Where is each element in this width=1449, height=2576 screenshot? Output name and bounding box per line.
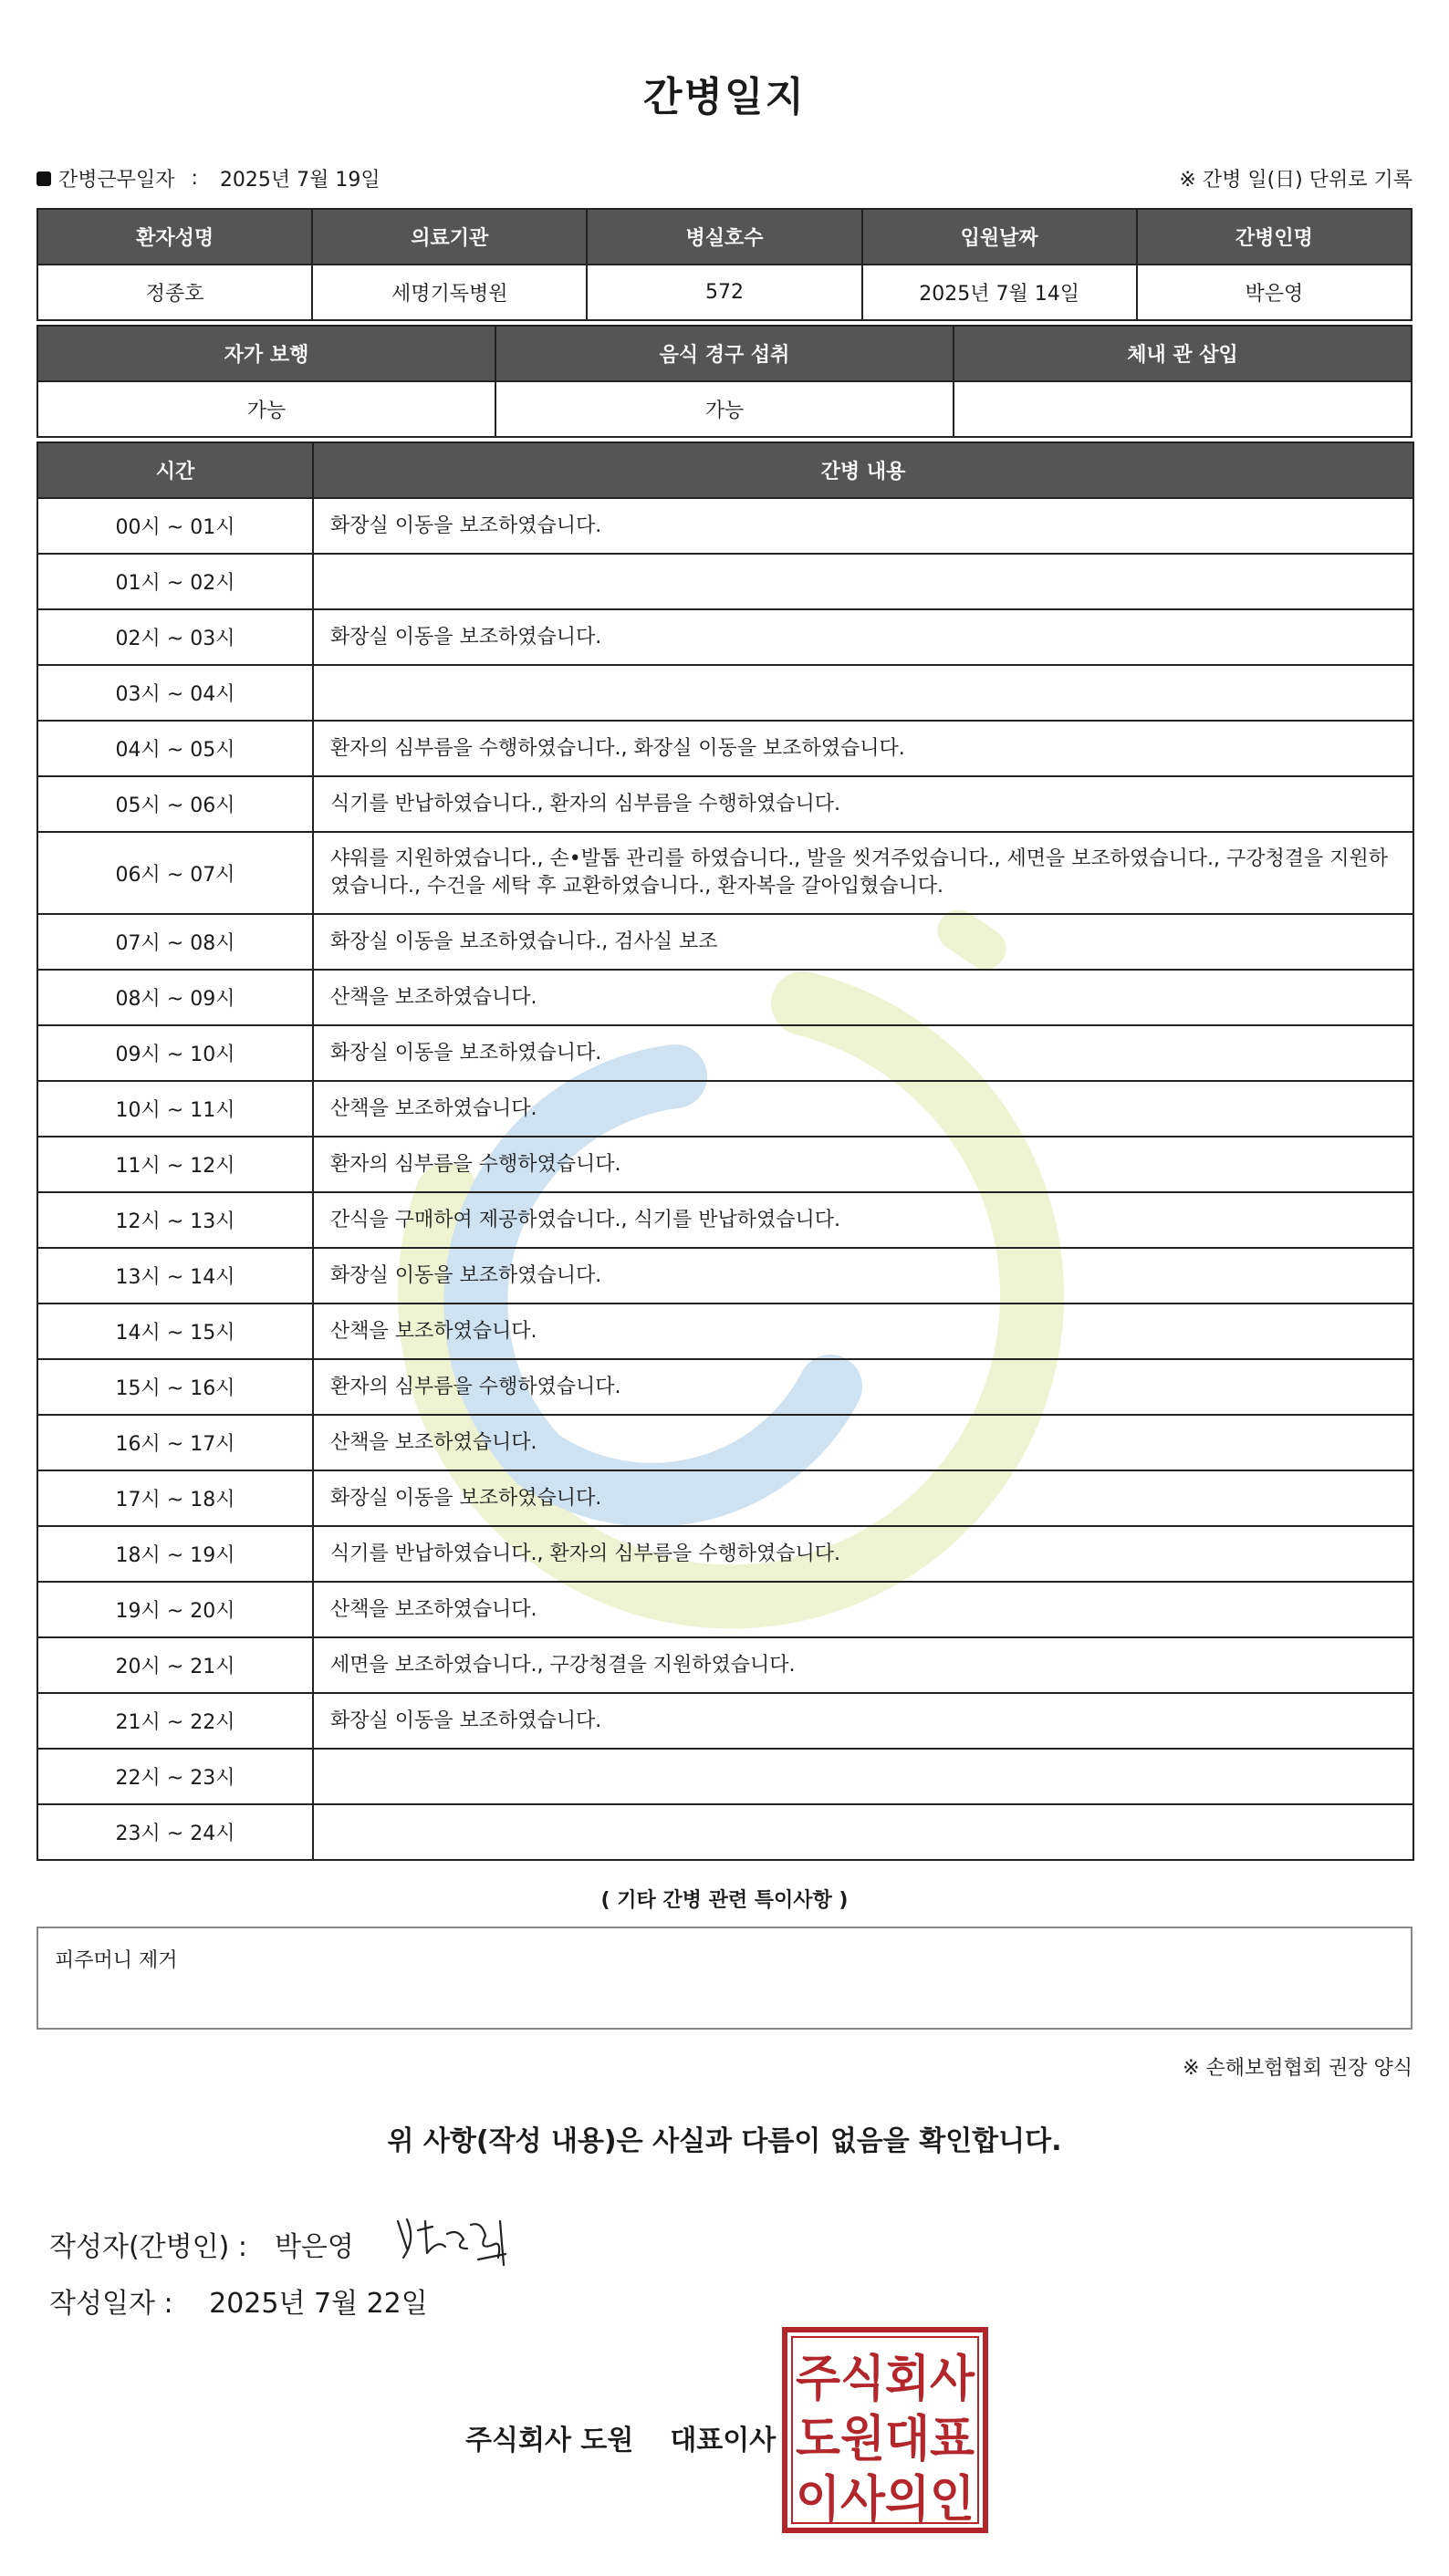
patient-info-table xyxy=(36,208,1413,321)
admission-date: 2025년 7월 14일 xyxy=(862,265,1137,320)
log-header-row xyxy=(37,442,1413,498)
table-row xyxy=(37,970,1413,1025)
table-row xyxy=(37,1137,1413,1192)
table-row xyxy=(37,914,1413,970)
log-content xyxy=(313,554,1413,609)
log-time: 03시 ~ 04시 xyxy=(37,665,313,721)
company-line xyxy=(465,2417,776,2457)
log-content: 환자의 심부름을 수행하였습니다. xyxy=(313,1137,1413,1192)
log-time: 02시 ~ 03시 xyxy=(37,609,313,665)
log-content: 산책을 보조하였습니다. xyxy=(313,1415,1413,1470)
log-time: 09시 ~ 10시 xyxy=(37,1025,313,1081)
seal-line-1: 주식회사 xyxy=(796,2350,975,2407)
notes-heading: ( 기타 간병 관련 특이사항 ) xyxy=(600,1889,849,1912)
table-row xyxy=(37,498,1413,554)
log-content: 식기를 반납하였습니다., 환자의 심부름을 수행하였습니다. xyxy=(313,1526,1413,1582)
log-content: 환자의 심부름을 수행하였습니다. xyxy=(313,1359,1413,1415)
patient-name: 정종호 xyxy=(37,265,312,320)
header-room-number: 병실호수 xyxy=(587,209,861,265)
log-content: 화장실 이동을 보조하였습니다. xyxy=(313,1248,1413,1304)
log-content: 산책을 보조하였습니다. xyxy=(313,970,1413,1025)
work-date-value: 2025년 7월 19일 xyxy=(219,169,380,192)
status-value-row xyxy=(37,381,1412,437)
table-row xyxy=(37,665,1413,721)
square-bullet-icon xyxy=(36,171,51,186)
table-row xyxy=(37,1637,1413,1693)
log-time: 08시 ~ 09시 xyxy=(37,970,313,1025)
header-admission-date: 입원날짜 xyxy=(862,209,1137,265)
log-time: 18시 ~ 19시 xyxy=(37,1526,313,1582)
tube-insertion-value xyxy=(954,381,1412,437)
log-content: 환자의 심부름을 수행하였습니다., 화장실 이동을 보조하였습니다. xyxy=(313,721,1413,776)
work-date-colon: : xyxy=(191,167,198,190)
log-time: 00시 ~ 01시 xyxy=(37,498,313,554)
header-tube-insertion: 체내 관 삽입 xyxy=(954,326,1412,381)
log-time: 07시 ~ 08시 xyxy=(37,914,313,970)
log-content: 화장실 이동을 보조하였습니다. xyxy=(313,498,1413,554)
log-time: 22시 ~ 23시 xyxy=(37,1749,313,1804)
notes-box xyxy=(36,1927,1413,2030)
company-name: 주식회사 도원 xyxy=(465,2425,634,2457)
log-content: 화장실 이동을 보조하였습니다. xyxy=(313,609,1413,665)
table-row xyxy=(37,1192,1413,1248)
table-row xyxy=(37,1526,1413,1582)
log-time: 21시 ~ 22시 xyxy=(37,1693,313,1749)
log-time: 10시 ~ 11시 xyxy=(37,1081,313,1137)
log-content: 화장실 이동을 보조하였습니다. xyxy=(313,1693,1413,1749)
log-content: 산책을 보조하였습니다. xyxy=(313,1304,1413,1359)
table-row xyxy=(37,609,1413,665)
writer-label: 작성자(간병인) : xyxy=(49,2231,247,2263)
document-title: 간병일지 xyxy=(642,74,806,120)
log-time: 04시 ~ 05시 xyxy=(37,721,313,776)
log-content: 화장실 이동을 보조하였습니다. xyxy=(313,1025,1413,1081)
writer-name: 박은영 xyxy=(274,2231,354,2263)
care-log-table xyxy=(36,441,1414,1861)
room-number: 572 xyxy=(587,265,861,320)
unit-note: ※ 간병 일(日) 단위로 기록 xyxy=(1179,169,1413,192)
log-content xyxy=(313,665,1413,721)
table-row xyxy=(37,1470,1413,1526)
table-row xyxy=(37,1248,1413,1304)
header-time: 시간 xyxy=(37,442,313,498)
patient-info-header-row xyxy=(37,209,1412,265)
seal-line-3: 이사의인 xyxy=(796,2470,975,2528)
table-row xyxy=(37,1304,1413,1359)
patient-status-table xyxy=(36,325,1413,438)
work-date-label: 간병근무일자 xyxy=(58,169,175,192)
meta-row xyxy=(36,164,1413,197)
table-row xyxy=(37,1804,1413,1860)
log-content: 산책을 보조하였습니다. xyxy=(313,1582,1413,1637)
log-content: 화장실 이동을 보조하였습니다. xyxy=(313,1470,1413,1526)
table-row xyxy=(37,1359,1413,1415)
log-content: 간식을 구매하여 제공하였습니다., 식기를 반납하였습니다. xyxy=(313,1192,1413,1248)
table-row xyxy=(37,1025,1413,1081)
log-content: 산책을 보조하였습니다. xyxy=(313,1081,1413,1137)
log-time: 06시 ~ 07시 xyxy=(37,832,313,914)
header-caregiver-name: 간병인명 xyxy=(1137,209,1412,265)
log-content: 샤워를 지원하였습니다., 손•발톱 관리를 하였습니다., 발을 씻겨주었습니다., 세면을 보조하였습니다., 구강청결을 지원하였습니다., 수건을 세탁 후 교환하였습니다., 환자복을 갈아입혔습니다. xyxy=(313,832,1413,914)
table-row xyxy=(37,776,1413,832)
patient-info-value-row xyxy=(37,265,1412,320)
table-row xyxy=(37,1749,1413,1804)
log-time: 05시 ~ 06시 xyxy=(37,776,313,832)
table-row xyxy=(37,832,1413,914)
log-time: 12시 ~ 13시 xyxy=(37,1192,313,1248)
written-date-label: 작성일자 : xyxy=(49,2288,173,2320)
header-patient-name: 환자성명 xyxy=(37,209,312,265)
seal-line-2: 도원대표 xyxy=(796,2410,975,2467)
company-title: 대표이사 xyxy=(670,2425,777,2457)
log-time: 14시 ~ 15시 xyxy=(37,1304,313,1359)
log-content xyxy=(313,1749,1413,1804)
form-note: ※ 손해보험협회 권장 양식 xyxy=(1183,2057,1413,2080)
status-header-row xyxy=(37,326,1412,381)
table-row xyxy=(37,1081,1413,1137)
header-oral-intake: 음식 경구 섭취 xyxy=(495,326,954,381)
notes-text: 피주머니 제거 xyxy=(55,1949,178,1972)
written-date-line xyxy=(49,2280,428,2321)
table-row xyxy=(37,1582,1413,1637)
table-row xyxy=(37,1415,1413,1470)
log-time: 16시 ~ 17시 xyxy=(37,1415,313,1470)
log-time: 19시 ~ 20시 xyxy=(37,1582,313,1637)
header-care-content: 간병 내용 xyxy=(313,442,1413,498)
header-hospital: 의료기관 xyxy=(312,209,587,265)
log-content: 식기를 반납하였습니다., 환자의 심부름을 수행하였습니다. xyxy=(313,776,1413,832)
log-time: 11시 ~ 12시 xyxy=(37,1137,313,1192)
table-row xyxy=(37,721,1413,776)
confirmation-statement: 위 사항(작성 내용)은 사실과 다름이 없음을 확인합니다. xyxy=(387,2125,1062,2157)
log-content: 화장실 이동을 보조하였습니다., 검사실 보조 xyxy=(313,914,1413,970)
company-seal-stamp xyxy=(781,2326,989,2534)
log-content: 세면을 보조하였습니다., 구강청결을 지원하였습니다. xyxy=(313,1637,1413,1693)
log-time: 15시 ~ 16시 xyxy=(37,1359,313,1415)
log-time: 01시 ~ 02시 xyxy=(37,554,313,609)
log-time: 23시 ~ 24시 xyxy=(37,1804,313,1860)
caregiver-name: 박은영 xyxy=(1137,265,1412,320)
writer-line xyxy=(49,2212,518,2276)
work-date-section xyxy=(36,164,380,192)
log-time: 20시 ~ 21시 xyxy=(37,1637,313,1693)
signature-image xyxy=(391,2212,518,2276)
hospital-name: 세명기독병원 xyxy=(312,265,587,320)
self-walking-value: 가능 xyxy=(37,381,495,437)
table-row xyxy=(37,1693,1413,1749)
written-date-value: 2025년 7월 22일 xyxy=(209,2288,428,2320)
table-row xyxy=(37,554,1413,609)
log-time: 13시 ~ 14시 xyxy=(37,1248,313,1304)
log-time: 17시 ~ 18시 xyxy=(37,1470,313,1526)
oral-intake-value: 가능 xyxy=(495,381,954,437)
header-self-walking: 자가 보행 xyxy=(37,326,495,381)
log-content xyxy=(313,1804,1413,1860)
